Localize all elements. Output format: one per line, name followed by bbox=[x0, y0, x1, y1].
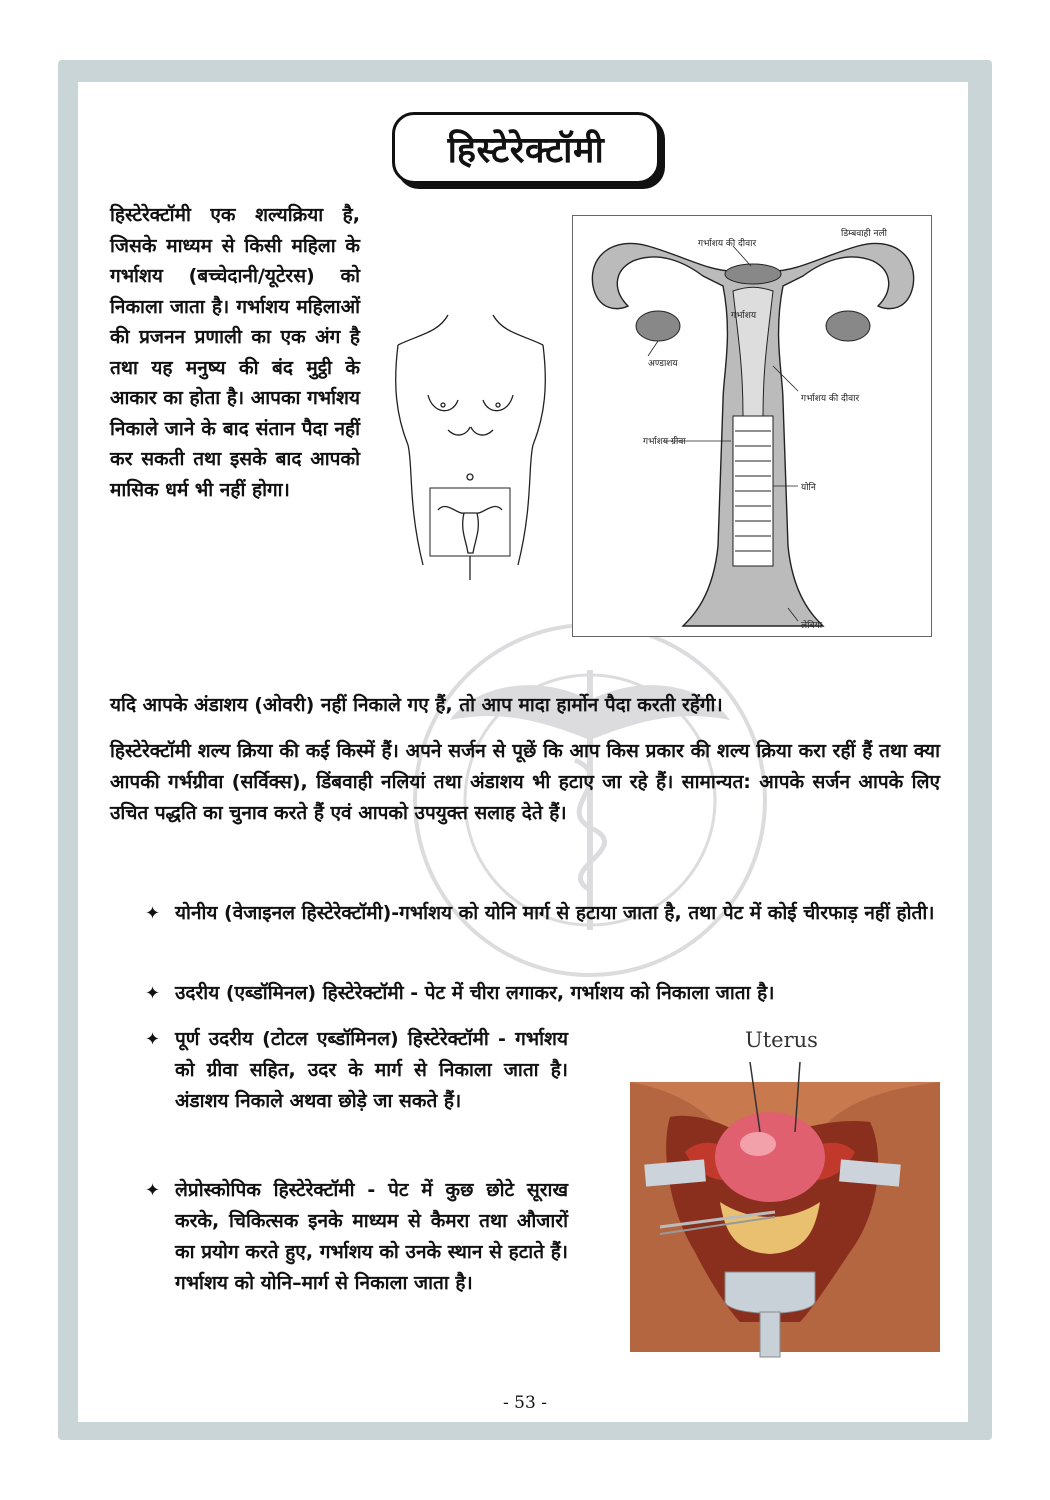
label-cervix: गर्भाशय ग्रीवा bbox=[643, 437, 686, 447]
bullet-star-icon: ✦ bbox=[145, 983, 161, 1004]
bullet-laparoscopic bbox=[145, 1175, 568, 1299]
page-number: - 53 - bbox=[503, 1393, 547, 1413]
bullet-star-icon: ✦ bbox=[145, 903, 161, 924]
bullet-text: लेप्रोस्कोपिक हिस्टेरेक्टॉमी - पेट में कुछ छोटे सूराख करके, चिकित्सक इनके माध्यम से कैमरा तथा औजारों का प्रयोग करते हुए, गर्भाशय को उनके स्थान से हटाते हैं। गर्भाशय को योनि–मार्ग से निकाला जाता है। bbox=[175, 1179, 568, 1294]
uterus-diagram bbox=[572, 215, 932, 637]
types-paragraph: हिस्टेरेक्टॉमी शल्य क्रिया की कई किस्में हैं। अपने सर्जन से पूछें कि आप किस प्रकार की शल्य क्रिया करा रहीं हैं तथा क्या आपकी गर्भग्रीवा (सर्विक्स), डिंबवाही नलियां तथा अंडाशय भी हटाए जा रहे हैं। सामान्यत: आपके सर्जन आपके लिए उचित पद्धति का चुनाव करते हैं एवं आपको उपयुक्त सलाह देते हैं। bbox=[110, 740, 940, 824]
label-vagina: योनि bbox=[801, 483, 816, 493]
bullet-star-icon: ✦ bbox=[145, 1180, 161, 1201]
intro-paragraph: हिस्टेरेक्टॉमी एक शल्यक्रिया है, जिसके माध्यम से किसी महिला के गर्भाशय (बच्चेदानी/यूटेरस) को निकाला जाता है। गर्भाशय महिलाओं की प्रजनन प्रणाली का एक अंग है तथा यह मनुष्य की बंद मुट्ठी के आकार का होता है। आपका गर्भाशय निकाले जाने के बाद संतान पैदा नहीं कर सकती तथा इसके बाद आपको मासिक धर्म भी नहीं होगा। bbox=[110, 204, 360, 501]
body-outline-illustration bbox=[388, 305, 553, 585]
uterus-drawing bbox=[573, 216, 931, 636]
bullet-abdominal bbox=[145, 978, 940, 1009]
intro-continuation: यदि आपके अंडाशय (ओवरी) नहीं निकाले गए हैं, तो आप मादा हार्मोन पैदा करती रहेंगी। bbox=[110, 694, 723, 716]
page-title: हिस्टेरेक्टॉमी bbox=[447, 129, 605, 171]
bullet-text: योनीय (वेजाइनल हिस्टेरेक्टॉमी)-गर्भाशय को योनि मार्ग से हटाया जाता है, तथा पेट में कोई चीरफाड़ नहीं होती। bbox=[175, 902, 935, 924]
surgery-illustration bbox=[600, 1022, 940, 1362]
bullet-star-icon: ✦ bbox=[145, 1029, 161, 1050]
label-uterus: गर्भाशय bbox=[731, 311, 757, 321]
label-labia: लेबिया bbox=[801, 621, 823, 631]
label-ovary: अण्डाशय bbox=[648, 359, 678, 369]
bullet-text: उदरीय (एब्डॉमिनल) हिस्टेरेक्टॉमी - पेट में चीरा लगाकर, गर्भाशय को निकाला जाता है। bbox=[175, 982, 775, 1004]
label-uterus-wall: गर्भाशय की दीवार bbox=[801, 394, 860, 404]
page-title-box bbox=[392, 112, 660, 184]
bullet-text: पूर्ण उदरीय (टोटल एब्डॉमिनल) हिस्टेरेक्टॉमी - गर्भाशय को ग्रीवा सहित, उदर के मार्ग से निकाला जाता है। अंडाशय निकाले अथवा छोड़े जा सकते हैं। bbox=[175, 1028, 568, 1112]
label-uterus-wall-top: गर्भाशय की दीवार bbox=[698, 239, 757, 249]
bullet-total-abdominal bbox=[145, 1024, 568, 1117]
label-fallopian-tube: डिम्बवाही नली bbox=[841, 229, 887, 239]
bullet-vaginal bbox=[145, 898, 940, 929]
surgery-uterus-label: Uterus bbox=[745, 1028, 818, 1052]
